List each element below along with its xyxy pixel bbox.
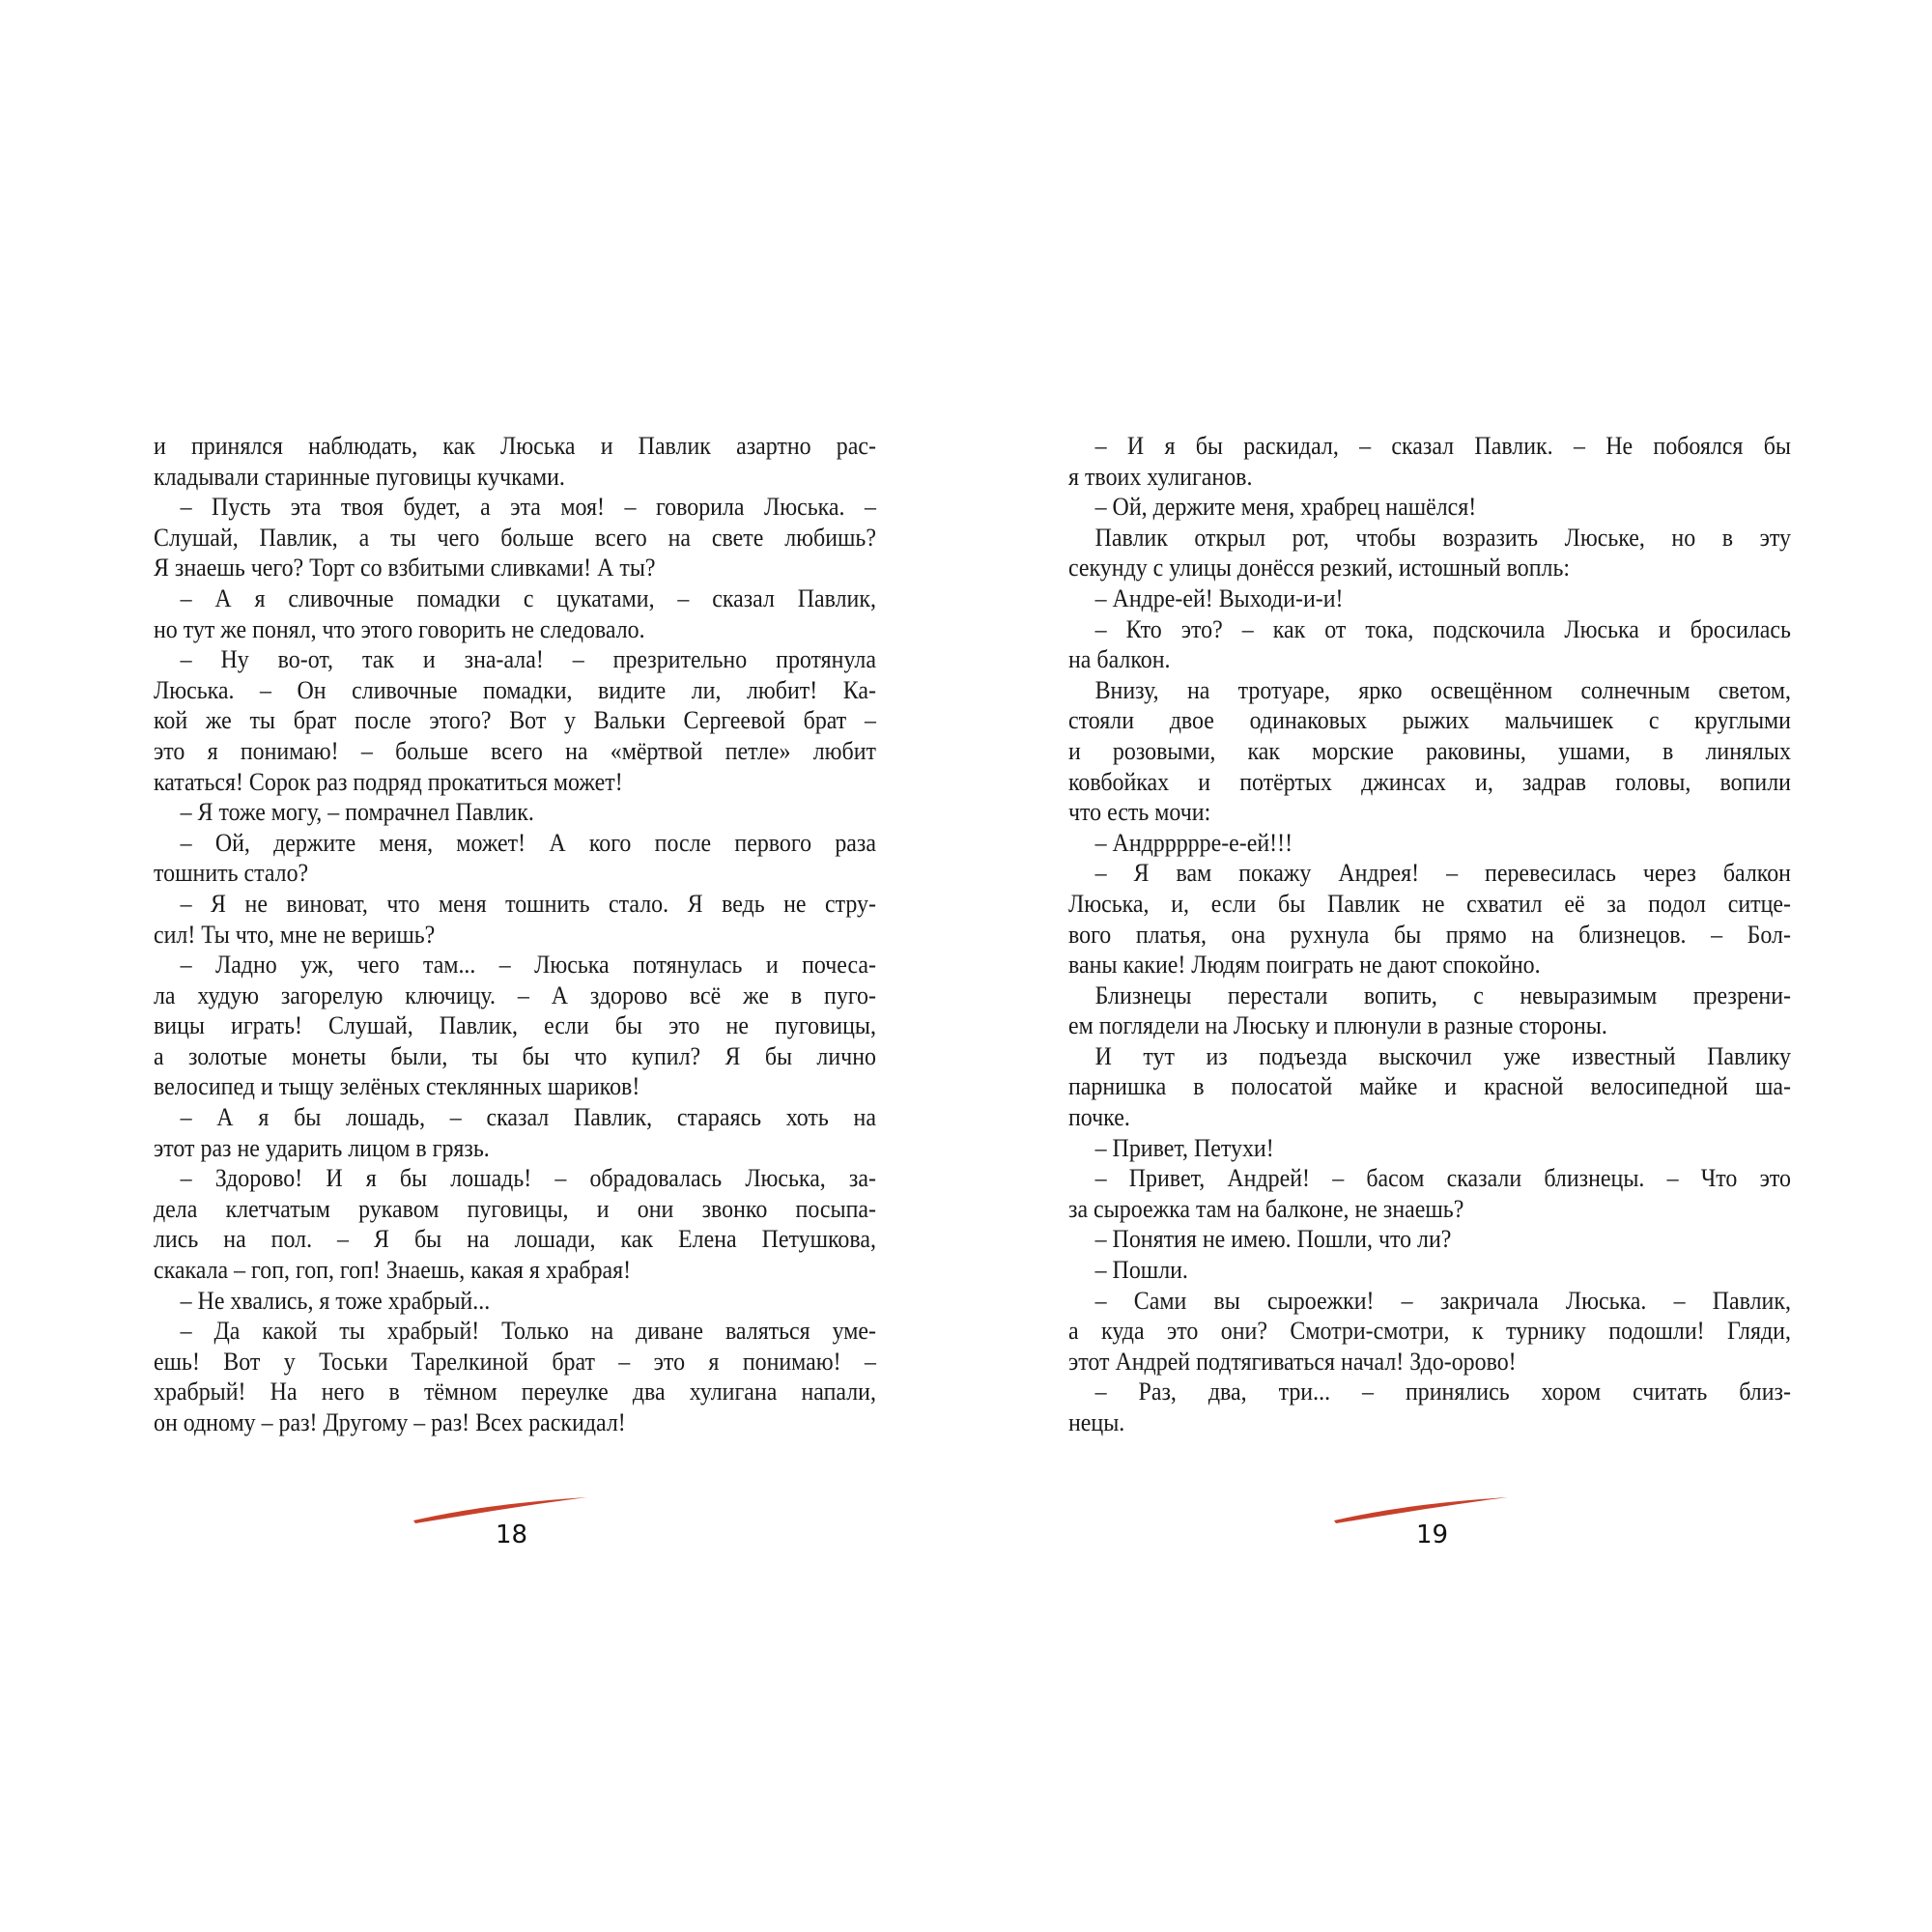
text-line: секунду с улицы донёсся резкий, истошный вопль: bbox=[1068, 554, 1571, 582]
text-line: храбрый! На него в тёмном переулке два хулигана напали, bbox=[154, 1378, 876, 1406]
text-line: – Раз, два, три... – принялись хором считать близ- bbox=[1094, 1378, 1791, 1406]
text-line: лись на пол. – Я бы на лошади, как Елена Петушкова, bbox=[154, 1225, 876, 1254]
text-line: почке. bbox=[1068, 1103, 1130, 1132]
text-line: – Привет, Андрей! – басом сказали близнецы. – Что это bbox=[1094, 1164, 1791, 1193]
text-line: – Ладно уж, чего там... – Люська потянулась и почеса- bbox=[180, 951, 876, 980]
text-line: Павлик открыл рот, чтобы возразить Люське, но в эту bbox=[1094, 523, 1791, 552]
text-line: Близнецы перестали вопить, с невыразимым презрени- bbox=[1094, 980, 1791, 1009]
right-page-text bbox=[1068, 431, 1791, 1438]
text-line: дела клетчатым рукавом пуговицы, и они звонко посыпа- bbox=[154, 1194, 876, 1223]
page-number: 18 bbox=[496, 1520, 528, 1549]
text-line: – Андре-ей! Выходи-и-и! bbox=[1094, 583, 1344, 612]
text-line: – Да какой ты храбрый! Только на диване валяться уме- bbox=[180, 1317, 876, 1346]
text-line: и принялся наблюдать, как Люська и Павлик азартно рас- bbox=[154, 432, 876, 460]
text-line: – Я не виноват, что меня тошнить стало. Я ведь не стру- bbox=[180, 889, 876, 918]
text-line: но тут же понял, что этого говорить не следовало. bbox=[154, 614, 645, 643]
text-line: ешь! Вот у Тоськи Тарелкиной брат – это я понимаю! – bbox=[154, 1347, 876, 1376]
text-line: – Ой, держите меня, может! А кого после первого раза bbox=[180, 828, 876, 857]
text-line: этот раз не ударить лицом в грязь. bbox=[154, 1133, 490, 1162]
text-line: И тут из подъезда выскочил уже известный Павлику bbox=[1094, 1041, 1791, 1070]
text-line: и розовыми, как морские раковины, ушами, в линялых bbox=[1068, 736, 1791, 765]
text-line: Люська. – Он сливочные помадки, видите ли, любит! Ка- bbox=[154, 675, 876, 704]
text-line: – Не хвались, я тоже храбрый... bbox=[180, 1286, 491, 1315]
text-line: скакала – гоп, гоп, гоп! Знаешь, какая я храбрая! bbox=[154, 1256, 632, 1285]
text-line: стояли двое одинаковых рыжих мальчишек с круглыми bbox=[1068, 706, 1791, 735]
text-line: кататься! Сорок раз подряд прокатиться может! bbox=[154, 767, 623, 796]
text-line: – Я тоже могу, – помрачнел Павлик. bbox=[180, 798, 534, 827]
page-number: 19 bbox=[1416, 1520, 1449, 1549]
text-line: кой же ты брат после этого? Вот у Вальки Сергеевой брат – bbox=[154, 706, 876, 735]
text-line: вого платья, она рухнула бы прямо на близнецов. – Бол- bbox=[1068, 920, 1791, 949]
text-line: кладывали старинные пуговицы кучками. bbox=[154, 462, 565, 491]
text-line: этот Андрей подтягиваться начал! Здо-орово! bbox=[1068, 1347, 1517, 1376]
text-line: что есть мочи: bbox=[1068, 798, 1211, 827]
text-line: – Я вам покажу Андрея! – перевесилась через балкон bbox=[1094, 859, 1791, 888]
text-line: – Пошли. bbox=[1094, 1256, 1188, 1285]
text-line: – И я бы раскидал, – сказал Павлик. – Не побоялся бы bbox=[1094, 432, 1791, 460]
text-line: – А я сливочные помадки с цукатами, – сказал Павлик, bbox=[180, 583, 876, 612]
text-line: а золотые монеты были, ты бы что купил? Я бы лично bbox=[154, 1041, 876, 1070]
text-line: Внизу, на тротуаре, ярко освещённом солнечным светом, bbox=[1094, 675, 1791, 704]
text-line: – Андррррре-е-ей!!! bbox=[1094, 828, 1293, 857]
text-line: – А я бы лошадь, – сказал Павлик, стараясь хоть на bbox=[180, 1103, 876, 1132]
text-line: – Здорово! И я бы лошадь! – обрадовалась Люська, за- bbox=[180, 1164, 876, 1193]
text-line: сил! Ты что, мне не веришь? bbox=[154, 920, 436, 949]
text-line: он одному – раз! Другому – раз! Всех раскидал! bbox=[154, 1408, 626, 1436]
text-line: я твоих хулиганов. bbox=[1068, 462, 1253, 491]
text-line: ваны какие! Людям поиграть не дают спокойно. bbox=[1068, 951, 1541, 980]
text-line: ковбойках и потёртых джинсах и, задрав головы, вопили bbox=[1068, 767, 1791, 796]
text-line: парнишка в полосатой майке и красной велосипедной ша- bbox=[1068, 1072, 1791, 1101]
text-line: ем поглядели на Люську и плюнули в разные стороны. bbox=[1068, 1011, 1607, 1040]
text-line: – Кто это? – как от тока, подскочила Люська и бросилась bbox=[1094, 614, 1791, 643]
left-page-folio bbox=[411, 1495, 594, 1553]
text-line: нецы. bbox=[1068, 1408, 1125, 1436]
text-line: Я знаешь чего? Торт со взбитыми сливками! А ты? bbox=[154, 554, 656, 582]
text-line: – Понятия не имею. Пошли, что ли? bbox=[1094, 1225, 1452, 1254]
text-line: тошнить стало? bbox=[154, 859, 309, 888]
text-line: – Привет, Петухи! bbox=[1094, 1133, 1274, 1162]
left-page-text bbox=[154, 431, 876, 1438]
text-line: Слушай, Павлик, а ты чего больше всего на свете любишь? bbox=[154, 523, 876, 552]
text-line: – Сами вы сыроежки! – закричала Люська. – Павлик, bbox=[1094, 1286, 1791, 1315]
right-page-folio bbox=[1331, 1495, 1515, 1553]
text-line: а куда это они? Смотри-смотри, к турнику подошли! Гляди, bbox=[1068, 1317, 1791, 1346]
text-line: это я понимаю! – больше всего на «мёртвой петле» любит bbox=[154, 736, 876, 765]
text-line: ла худую загорелую ключицу. – А здорово всё же в пуго- bbox=[154, 980, 876, 1009]
text-line: – Ой, держите меня, храбрец нашёлся! bbox=[1094, 493, 1477, 522]
text-line: за сыроежка там на балконе, не знаешь? bbox=[1068, 1194, 1464, 1223]
text-line: вицы играть! Слушай, Павлик, если бы это не пуговицы, bbox=[154, 1011, 876, 1040]
text-line: – Ну во-от, так и зна-ала! – презрительно протянула bbox=[180, 645, 876, 674]
text-line: на балкон. bbox=[1068, 645, 1171, 674]
text-line: велосипед и тыщу зелёных стеклянных шариков! bbox=[154, 1072, 640, 1101]
text-line: – Пусть эта твоя будет, а эта моя! – говорила Люська. – bbox=[180, 493, 876, 522]
text-line: Люська, и, если бы Павлик не схватил её за подол ситце- bbox=[1068, 889, 1791, 918]
